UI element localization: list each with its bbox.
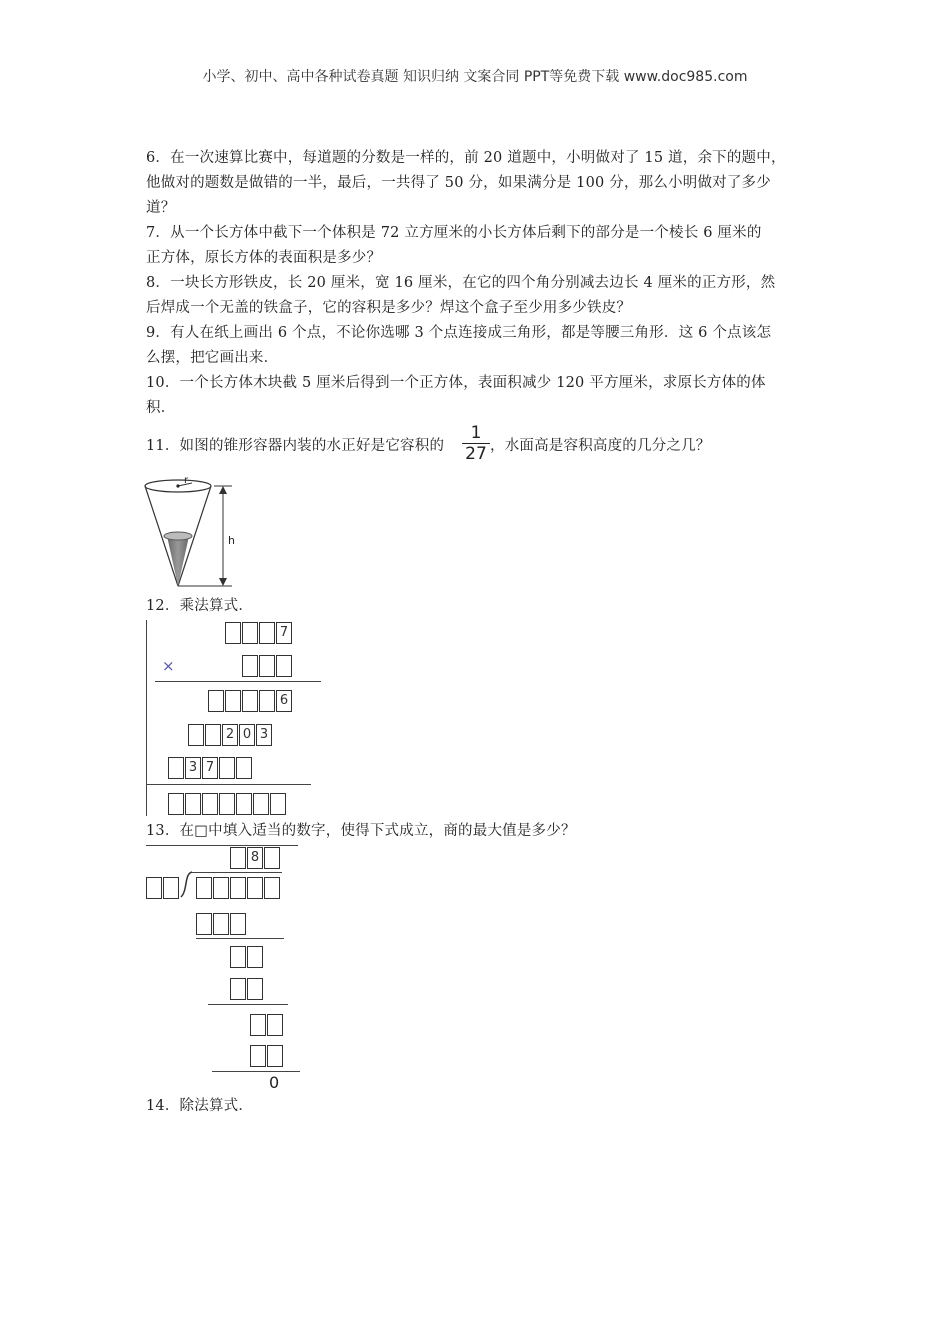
question-6-line-1: 6．在一次速算比赛中，每道题的分数是一样的，前 20 道题中，小明做对了 15 道，余下的题中， [146, 150, 786, 166]
question-7-line-1: 7．从一个长方体中截下一个体积是 72 立方厘米的小长方体后剩下的部分是一个棱长 6 厘米的 [146, 225, 762, 241]
mult-box[interactable] [236, 793, 252, 815]
question-8-line-2: 后焊成一个无盖的铁盒子，它的容积是多少？焊这个盒子至少用多少铁皮？ [146, 300, 632, 316]
mult-box[interactable] [259, 622, 275, 644]
div-box[interactable] [230, 978, 246, 1000]
mult-box[interactable] [253, 793, 269, 815]
div-box[interactable] [247, 946, 263, 968]
question-9-line-2: 么摆，把它画出来． [146, 350, 279, 366]
question-10 [146, 371, 811, 421]
question-10-line-2: 积． [146, 400, 176, 416]
div-box[interactable] [213, 913, 229, 935]
div-box[interactable] [213, 877, 229, 899]
div-rule-2 [208, 1004, 288, 1005]
mult-box[interactable] [168, 793, 184, 815]
question-6-line-3: 道？ [146, 200, 176, 216]
div-box[interactable] [264, 877, 280, 899]
height-arrow-bottom [219, 578, 227, 586]
mult-box[interactable] [185, 793, 201, 815]
div-box[interactable] [196, 913, 212, 935]
mult-box[interactable] [225, 622, 241, 644]
question-9-line-1: 9．有人在纸上画出 6 个点，不论你选哪 3 个点连接成三角形，都是等腰三角形．这 6 个点该怎 [146, 325, 772, 341]
div-remainder: 0 [269, 1073, 280, 1092]
radius-label: r [184, 475, 189, 486]
mult-box[interactable] [242, 655, 258, 677]
question-7-line-2: 正方体，原长方体的表面积是多少？ [146, 250, 382, 266]
question-11-before: 11．如图的锥形容器内装的水正好是它容积的 [146, 438, 445, 454]
question-9 [146, 321, 811, 371]
mult-rule-2 [146, 784, 311, 785]
mult-box[interactable] [242, 690, 258, 712]
mult-box[interactable] [225, 690, 241, 712]
mult-left-border [146, 620, 147, 816]
mult-box[interactable] [259, 690, 275, 712]
mult-box[interactable] [236, 757, 252, 779]
div-box[interactable] [230, 877, 246, 899]
div-box[interactable] [196, 877, 212, 899]
mult-box[interactable]: 2 [222, 724, 238, 746]
mult-box[interactable] [276, 655, 292, 677]
div-rule-1 [196, 938, 284, 939]
page-header: 小学、初中、高中各种试卷真题 知识归纳 文案合同 PPT等免费下载 www.doc985.com [202, 69, 748, 85]
mult-box[interactable]: 3 [185, 757, 201, 779]
mult-box[interactable] [242, 622, 258, 644]
mult-box[interactable] [270, 793, 286, 815]
question-6 [146, 146, 811, 221]
fraction-numerator: 1 [470, 423, 482, 443]
mult-box[interactable] [219, 793, 235, 815]
div-box[interactable] [230, 913, 246, 935]
question-6-line-2: 他做对的题数是做错的一半，最后，一共得了 50 分，如果满分是 100 分，那么小明做对了多少 [146, 175, 771, 191]
times-sign: × [162, 657, 175, 675]
mult-box[interactable] [208, 690, 224, 712]
div-bracket [178, 870, 194, 900]
div-top-rule [146, 845, 298, 846]
mult-box[interactable]: 7 [276, 622, 292, 644]
mult-box[interactable] [259, 655, 275, 677]
question-8-line-1: 8．一块长方形铁皮，长 20 厘米，宽 16 厘米，在它的四个角分别减去边长 4 厘米的正方形，然 [146, 275, 776, 291]
question-13: 13．在□中填入适当的数字，使得下式成立，商的最大值是多少？ [146, 823, 576, 839]
mult-box[interactable] [205, 724, 221, 746]
mult-box[interactable] [168, 757, 184, 779]
mult-box[interactable] [219, 757, 235, 779]
mult-box[interactable]: 3 [256, 724, 272, 746]
div-box[interactable] [146, 877, 162, 899]
mult-box[interactable]: 0 [239, 724, 255, 746]
div-box[interactable] [250, 1014, 266, 1036]
question-11-after: ，水面高是容积高度的几分之几？ [490, 438, 711, 454]
mult-box[interactable]: 6 [276, 690, 292, 712]
div-box[interactable] [267, 1014, 283, 1036]
fraction-denominator: 27 [465, 444, 487, 464]
div-box[interactable] [267, 1045, 283, 1067]
height-label: h [228, 534, 235, 547]
question-7 [146, 221, 811, 271]
mult-rule-1 [155, 681, 321, 682]
question-14: 14．除法算式． [146, 1098, 254, 1114]
question-12: 12．乘法算式． [146, 598, 254, 614]
div-box[interactable]: 8 [247, 847, 263, 869]
height-arrow-top [219, 486, 227, 494]
div-box[interactable] [250, 1045, 266, 1067]
mult-box[interactable] [188, 724, 204, 746]
water-surface [164, 532, 192, 540]
question-8 [146, 271, 811, 321]
fraction [462, 424, 490, 463]
div-bracket-top [192, 872, 282, 873]
mult-box[interactable]: 7 [202, 757, 218, 779]
div-box[interactable] [230, 847, 246, 869]
mult-box[interactable] [202, 793, 218, 815]
div-box[interactable] [230, 946, 246, 968]
div-rule-3 [212, 1071, 300, 1072]
div-box[interactable] [247, 978, 263, 1000]
div-box[interactable] [247, 877, 263, 899]
div-box[interactable] [264, 847, 280, 869]
question-10-line-1: 10．一个长方体木块截 5 厘米后得到一个正方体，表面积减少 120 平方厘米，求原长方体的体 [146, 375, 766, 391]
div-box[interactable] [163, 877, 179, 899]
